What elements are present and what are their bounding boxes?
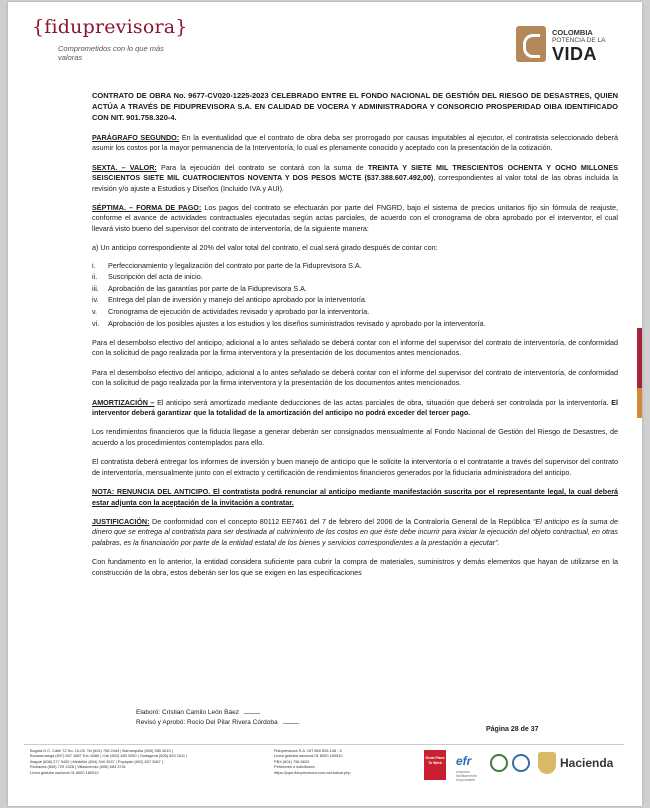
list-text: Aprobación de los posibles ajustes a los estudios y los diseños suministrados revisado y aprobado por la interventoría.: [108, 318, 486, 328]
footer-offices: [30, 748, 230, 775]
list-item: [92, 295, 618, 305]
septima-text: Los pagos del contrato se efectuarán por parte del FNGRD, bajo el sistema de precios unitarios fijo sin fórmula de reajuste, conforme el avance de actividades contractuales ejecutadas según actas parciales, de acuerdo con el cronograma de obra aprobado por el interventor, el cual llevará visto bueno del supervisor del contrato de interventoría, de la siguiente manera:: [92, 203, 618, 233]
fundamento-paragraph: Con fundamento en lo anterior, la entidad considera suficiente para cubrir la compra de materiales, suministros y demás elementos que hayan de utilizarse en la construcción de la obra, estos deberán ser los que se exigen en las especificaciones: [92, 557, 618, 577]
informes-paragraph: El contratista deberá entregar los informes de inversión y buen manejo de anticipo que le solicite la interventoría o el contratante a través del supervisor del contrato de interventoría, mensualmente junto con el extracto y certificación de rendimientos financieros generados por la fiduciaria administradora del anticipo.: [92, 457, 618, 477]
colombia-line2: POTENCIA DE LA: [552, 37, 606, 44]
logo-tagline: Comprometidos con lo que más valoras: [58, 44, 164, 62]
list-text: Suscripción del acta de inicio.: [108, 272, 203, 282]
footer-contact: [274, 748, 404, 775]
footer-line: Peticiones o solicitudes:: [274, 764, 316, 770]
amortizacion-text: El anticipo será amortizado mediante deducciones de las actas parciales de obra, situación que deberá ser controlada por la interventoría.: [154, 397, 612, 407]
footer-line: Bucaramanga (607) 697 1687 Ext: 6080 | Cali (602) 485 3050 | Cartagena (605) 693 1611 |: [30, 753, 188, 759]
list-item: [92, 319, 618, 329]
clausula-septima: [92, 203, 618, 234]
colombia-potencia-logo: [516, 26, 622, 66]
list-text: Cronograma de ejecución de actividades revisado y aprobado por la interventoría.: [108, 307, 370, 317]
nota-renuncia: NOTA: RENUNCIA DEL ANTICIPO. El contratista podrá renunciar al anticipo mediante manifestación suscrita por el representante legal, la cual deberá estar adjunta con la aceptación de la invitación a contratar.: [92, 487, 618, 507]
page-number: Página 28 de 37: [486, 726, 539, 733]
septima-label: SÉPTIMA. – FORMA DE PAGO:: [92, 203, 202, 213]
signature-block: [136, 708, 300, 728]
footer-line: Ibagué (608) 277 9430 | Medellín (604) 340 3937 | Popayán (602) 837 3067 |: [30, 758, 163, 764]
amortizacion-paragraph: [92, 398, 618, 419]
list-num: iv.: [92, 295, 99, 305]
amortizacion-label: AMORTIZACIÓN –: [92, 397, 155, 407]
requirements-list: [92, 261, 618, 329]
contract-title: CONTRATO DE OBRA No. 9677-CV020-1225-2023 CELEBRADO ENTRE EL FONDO NACIONAL DE GESTIÓN DEL RIESGO DE DESASTRES, QUIEN ACTÚA A TRAVÉS DE FIDUPREVISORA S.A. EN CALIDAD DE VOCERA Y ADMINISTRADORA Y CONSORCIO PROSPERIDAD OIBA IDENTIFICADO CON NIT. 901.758.320-4.: [92, 91, 618, 122]
list-num: i.: [92, 260, 96, 270]
rendimientos-paragraph: Los rendimientos financieros que la fiducia llegase a generar deberán ser consignados mensualmente al Fondo Nacional de Gestión del Riesgo de Desastres, de acuerdo a los procedimientos contemplados para ello.: [92, 427, 618, 447]
footer-line: PBX (601) 756 6633: [274, 758, 310, 764]
efr-text: efr: [456, 754, 472, 768]
hacienda-text: Hacienda: [560, 756, 614, 770]
footer-line: Fiduprevisora S.A. NIT 860.525.148 - 5: [274, 748, 342, 753]
great-place-to-work-badge: Great Place To Work: [424, 750, 446, 780]
certification-seal-icon: [490, 754, 508, 772]
list-item: [92, 307, 618, 317]
colombia-mark-icon: [516, 26, 546, 62]
list-num: v.: [92, 307, 98, 317]
list-num: vi.: [92, 318, 100, 328]
signature-scribble-icon: [283, 718, 301, 724]
footer-divider: [24, 744, 624, 745]
side-accent-bar-2: [637, 388, 642, 418]
justificacion-paragraph: [92, 517, 618, 548]
desembolso-paragraph-1: Para el desembolso efectivo del anticipo, adicional a lo antes señalado se deberá contar con el informe del supervisor del contrato de interventoría, de conformidad con la solicitud de pago realizada por la firma interventora y la presentación de los documentos antes mencionados.: [92, 338, 618, 358]
list-text: Perfeccionamiento y legalización del contrato por parte de la Fiduprevisora S.A.: [108, 260, 362, 270]
footer-pqrs-link[interactable]: https://pqrs.fiduprevisora.com.co/radicar.php: [274, 769, 351, 775]
justificacion-quote: “El anticipo es la suma de dinero que se entrega al contratista para ser destinada al cubrimiento de los costos en que éste debe incurrir para iniciar la ejecución del objeto contractual, en otras palabras, es la financiación por parte de la entidad estatal de los bienes y servicios correspondientes a la prestación a ejecutar”.: [92, 516, 618, 547]
amortizacion-bold: El interventor deberá garantizar que la totalidad de la amortización del anticipo no podrá exceder del tercer pago.: [92, 397, 618, 418]
reviso-line: Revisó y Aprobó: Rocío Del Pilar Rivera Córdoba: [136, 719, 278, 726]
page-header: [32, 16, 622, 78]
anticipo-intro: a) Un anticipo correspondiente al 20% del valor total del contrato, el cual será girado después de contar con:: [92, 243, 438, 253]
elaboro-line: Elaboró: Cristian Camilo León Báez: [136, 709, 239, 716]
list-text: Entrega del plan de inversión y manejo del anticipo aprobado por la interventoría.: [108, 295, 367, 305]
desembolso-paragraph-2: Para el desembolso efectivo del anticipo, adicional a lo antes señalado se deberá contar con el informe del supervisor del contrato de interventoría, de conformidad con la solicitud de pago realizada por la firma interventora y la presentación de los documentos antes mencionados.: [92, 367, 618, 388]
list-text: Aprobación de las garantías por parte de la Fiduprevisora S.A.: [108, 283, 307, 293]
list-num: iii.: [92, 283, 99, 293]
footer-line: Bogotá D.C. Calle 72 No. 10-03. Tel (601) 756 2444 | Barranquilla (605) 385 4010 |: [30, 748, 173, 753]
footer-line: Línea gratuita nacional 01 8000 180510: [30, 769, 99, 775]
colombia-line3: VIDA: [552, 44, 598, 64]
list-item: [92, 261, 618, 271]
paragrafo-segundo-text: En la eventualidad que el contrato de obra deba ser prorrogado por causas imputables al ejecutor, el contratista seleccionado deberá asumir los costos por la mayor permanencia de la Interventoría, lo cual es plenamente conocido y aceptado con la presentación de la cotización.: [92, 133, 618, 153]
list-item: [92, 272, 618, 282]
coat-of-arms-icon: [538, 752, 556, 774]
efr-subtext: empresa familiarmente responsable: [456, 770, 478, 782]
fiduprevisora-logo: {fiduprevisora}: [32, 16, 188, 38]
signature-scribble-icon: [244, 708, 262, 714]
efr-logo: [454, 752, 484, 782]
sexta-text2: , correspondientes al valor total de las obras incluida la revisión y/o ajuste a Estudios y Diseños (Incluido IVA y AUI).: [92, 173, 618, 193]
justificacion-text: De conformidad con el concepto 80112 EE7461 del 7 de febrero del 2006 de la Contraloría General de la República: [149, 516, 534, 526]
justificacion-label: JUSTIFICACIÓN:: [92, 516, 150, 526]
hacienda-logo: [538, 750, 628, 780]
sexta-amount: TREINTA Y SIETE MIL TRESCIENTOS OCHENTA Y OCHO MILLONES SEISCIENTOS SIETE MIL CUATROCIENTOS NOVENTA Y DOS PESOS M/CTE ($37.388.607.492,00): [92, 162, 618, 183]
list-num: ii.: [92, 272, 98, 282]
paragrafo-segundo: [92, 133, 618, 154]
footer-line: Línea gratuita nacional 01 8000 180510: [274, 753, 343, 759]
colombia-line1: COLOMBIA: [552, 28, 593, 37]
list-item: [92, 284, 618, 294]
sexta-text1: Para la ejecución del contrato se contará con la suma de: [156, 162, 368, 172]
side-accent-bar: [637, 328, 642, 388]
paragrafo-segundo-label: PARÁGRAFO SEGUNDO:: [92, 133, 180, 142]
document-body: [92, 90, 618, 587]
certification-seal-2-icon: [512, 754, 530, 772]
footer-line: Riohacha (605) 729 1328 | Villavicencio (608) 683 3751: [30, 764, 126, 770]
sexta-label: SEXTA. – VALOR:: [92, 162, 157, 172]
clausula-sexta: [92, 163, 618, 194]
document-page: [8, 2, 642, 806]
